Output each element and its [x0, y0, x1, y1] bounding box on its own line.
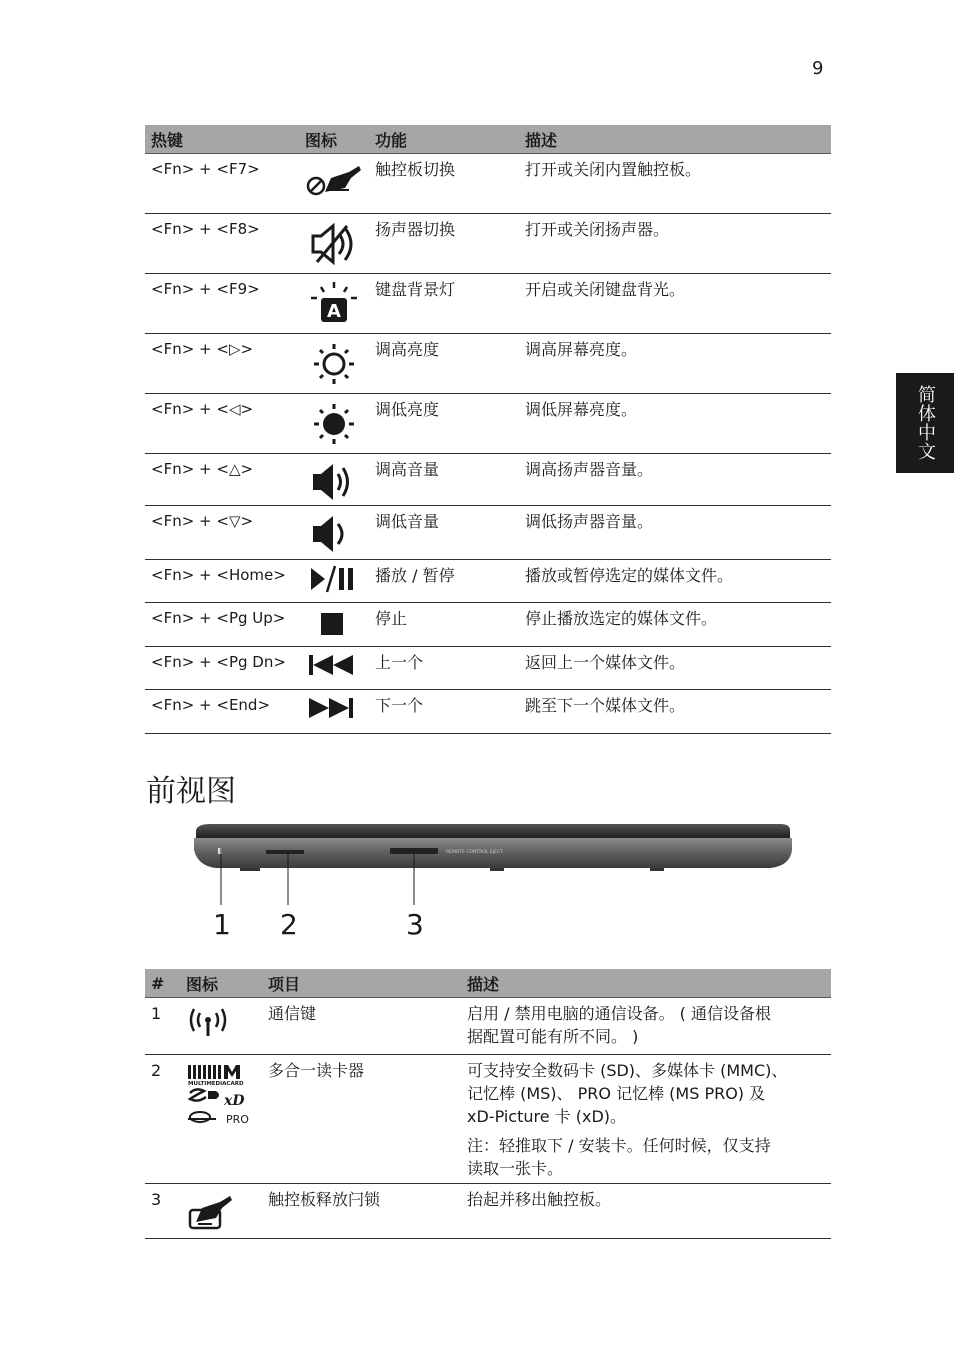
description-line: xD-Picture 卡 (xD)。	[467, 1107, 627, 1126]
hotkey: <Fn> + <F9>	[145, 274, 299, 334]
hotkey: <Fn> + <Pg Dn>	[145, 647, 299, 690]
card-reader-icon	[180, 1055, 262, 1184]
description: 调低屏幕亮度。	[519, 394, 831, 454]
svg-text:A: A	[327, 301, 341, 322]
function-label: 调低音量	[369, 506, 519, 560]
table-row	[145, 1184, 831, 1239]
header-icon: 图标	[299, 125, 369, 154]
laptop-label: REMOTE CONTROL EJECT	[446, 850, 503, 855]
description: 调高扬声器音量。	[519, 454, 831, 506]
header-description: 描述	[519, 125, 831, 154]
table-row	[145, 998, 831, 1055]
description: 停止播放选定的媒体文件。	[519, 603, 831, 647]
description	[461, 998, 831, 1055]
header-icon: 图标	[180, 969, 262, 998]
hotkey: <Fn> + <◁>	[145, 394, 299, 454]
table-row	[145, 560, 831, 603]
hotkey: <Fn> + <End>	[145, 690, 299, 734]
function-label: 调高音量	[369, 454, 519, 506]
function-label: 扬声器切换	[369, 214, 519, 274]
description: 跳至下一个媒体文件。	[519, 690, 831, 734]
header-function: 功能	[369, 125, 519, 154]
table-row	[145, 1055, 831, 1184]
pro-logo-text: PRO	[226, 1113, 249, 1126]
callout-3: 3	[406, 908, 424, 941]
function-label: 播放 / 暂停	[369, 560, 519, 603]
description-line: 启用 / 禁用电脑的通信设备。 ( 通信设备根	[467, 1004, 771, 1023]
front-view-table	[145, 969, 831, 1239]
table-row	[145, 214, 831, 274]
table-row	[145, 647, 831, 690]
language-tab-label: 简体中文	[915, 385, 936, 461]
note-line: 注：轻推取下 / 安装卡。任何时候，仅支持	[467, 1136, 771, 1155]
stop-icon	[299, 603, 369, 647]
callout-1: 1	[213, 908, 231, 941]
table-row	[145, 274, 831, 334]
item-label: 触控板释放闩锁	[262, 1184, 461, 1239]
hotkey: <Fn> + <Home>	[145, 560, 299, 603]
language-tab	[896, 373, 954, 473]
description: 打开或关闭扬声器。	[519, 214, 831, 274]
svg-text:xD: xD	[224, 1093, 245, 1109]
row-number: 3	[145, 1184, 180, 1239]
description: 打开或关闭内置触控板。	[519, 154, 831, 214]
description-line: 记忆棒 (MS)、 PRO 记忆棒 (MS PRO) 及	[467, 1084, 766, 1103]
hotkey: <Fn> + <▷>	[145, 334, 299, 394]
mmc-logo-text: MULTIMEDIACARD	[188, 1081, 244, 1087]
row-number: 2	[145, 1055, 180, 1184]
description	[461, 1055, 831, 1184]
table-row	[145, 506, 831, 560]
table-row	[145, 394, 831, 454]
volume-down-icon	[299, 506, 369, 560]
callout-2: 2	[280, 908, 298, 941]
description: 返回上一个媒体文件。	[519, 647, 831, 690]
table-row	[145, 334, 831, 394]
hotkey-table-header	[145, 125, 831, 154]
brightness-up-icon	[299, 334, 369, 394]
keyboard-backlight-icon	[299, 274, 369, 334]
table-row	[145, 690, 831, 734]
header-description: 描述	[461, 969, 831, 998]
header-item: 项目	[262, 969, 461, 998]
section-title: 前视图	[146, 774, 236, 809]
function-label: 下一个	[369, 690, 519, 734]
item-label: 多合一读卡器	[262, 1055, 461, 1184]
hotkey: <Fn> + <Pg Up>	[145, 603, 299, 647]
description-line: 据配置可能有所不同。 )	[467, 1027, 639, 1046]
description	[461, 1184, 831, 1239]
table-row	[145, 603, 831, 647]
table-row	[145, 454, 831, 506]
item-label: 通信键	[262, 998, 461, 1055]
description: 调高屏幕亮度。	[519, 334, 831, 394]
table-row	[145, 154, 831, 214]
description: 调低扬声器音量。	[519, 506, 831, 560]
description-line: 可支持安全数码卡 (SD)、多媒体卡 (MMC)、	[467, 1061, 788, 1080]
page-number: 9	[812, 58, 824, 79]
description: 开启或关闭键盘背光。	[519, 274, 831, 334]
hotkey: <Fn> + <F7>	[145, 154, 299, 214]
volume-up-icon	[299, 454, 369, 506]
function-label: 调高亮度	[369, 334, 519, 394]
function-label: 调低亮度	[369, 394, 519, 454]
hotkey: <Fn> + <△>	[145, 454, 299, 506]
header-hotkey: 热键	[145, 125, 299, 154]
hotkey: <Fn> + <▽>	[145, 506, 299, 560]
play-pause-icon	[299, 560, 369, 603]
function-label: 键盘背景灯	[369, 274, 519, 334]
brightness-down-icon	[299, 394, 369, 454]
description: 播放或暂停选定的媒体文件。	[519, 560, 831, 603]
description-line: 抬起并移出触控板。	[467, 1190, 612, 1209]
front-table-header	[145, 969, 831, 998]
wireless-icon	[180, 998, 262, 1055]
previous-track-icon	[299, 647, 369, 690]
note-line: 读取一张卡。	[467, 1159, 564, 1178]
header-number: #	[145, 969, 180, 998]
function-label: 停止	[369, 603, 519, 647]
next-track-icon	[299, 690, 369, 734]
speaker-mute-icon	[299, 214, 369, 274]
hotkey-table	[145, 125, 831, 734]
function-label: 上一个	[369, 647, 519, 690]
function-label: 触控板切换	[369, 154, 519, 214]
hotkey: <Fn> + <F8>	[145, 214, 299, 274]
touchpad-release-icon	[180, 1184, 262, 1239]
touchpad-toggle-icon	[299, 154, 369, 214]
row-number: 1	[145, 998, 180, 1055]
